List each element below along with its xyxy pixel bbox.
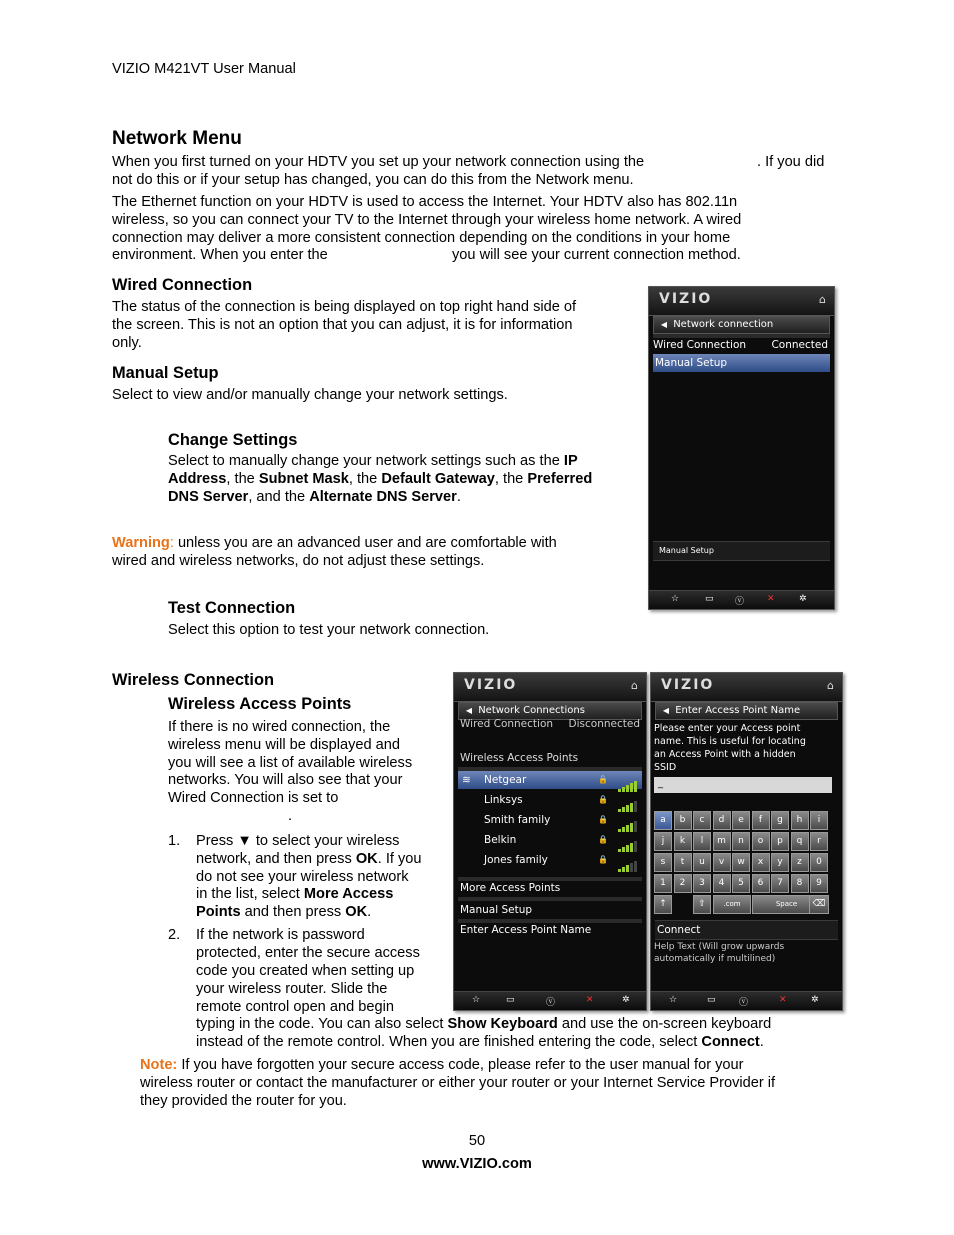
shift-icon[interactable]: ⇧ [693, 895, 711, 914]
lock-icon: 🔒 [598, 855, 608, 864]
tv-row-manual-setup[interactable]: Manual Setup [460, 904, 533, 916]
tv-row-manual-setup[interactable]: Manual Setup [653, 354, 830, 372]
manual-setup-text: Select to view and/or manually change your network settings. [112, 387, 508, 403]
note-l1: Note: If you have forgotten your secure access code, please refer to the user manual for your [140, 1057, 744, 1073]
step1-l3: do not see your wireless network [196, 869, 409, 885]
change-settings-l1: Select to manually change your network settings such as the IP [168, 453, 578, 469]
wireless-ap-title: Wireless Access Points [168, 695, 352, 713]
close-icon[interactable]: ✕ [586, 995, 594, 1005]
lock-icon: 🔒 [598, 835, 608, 844]
tv-help-text: Manual Setup [653, 541, 830, 561]
keyboard-key[interactable]: b [674, 811, 692, 830]
step2-l6: typing in the code. You can also select Show Keyboard and use the on-screen keyboard [196, 1016, 772, 1032]
step2-l5: remote control open and begin [196, 999, 394, 1015]
keyboard-key[interactable]: c [693, 811, 711, 830]
widget-icon[interactable]: ▭ [707, 995, 716, 1005]
widget-icon[interactable]: ▭ [705, 594, 714, 604]
wifi-icon: ≋ [462, 774, 471, 786]
tv-row-connect[interactable]: Connect [655, 920, 838, 940]
access-point-name: Smith family [484, 814, 551, 826]
access-point-item[interactable] [458, 791, 642, 809]
keyboard-key[interactable]: 4 [713, 874, 731, 893]
tv-row-wired-connection: Wired Connection Connected [653, 336, 830, 354]
keyboard-key[interactable]: g [771, 811, 789, 830]
access-point-item[interactable] [458, 831, 642, 849]
gear-icon[interactable]: ✲ [811, 995, 819, 1005]
step1-number: 1. [168, 833, 181, 849]
step2-l1: If the network is password [196, 927, 365, 943]
wireless-p1-l2: wireless menu will be displayed and [168, 737, 400, 753]
tv-menu-title[interactable]: ◀ Network Connections [458, 702, 642, 720]
intro-p2-l3: connection may deliver a more consistent connection depending on the conditions in your home [112, 230, 731, 246]
keyboard-key[interactable]: a [654, 811, 672, 830]
manual-header: VIZIO M421VT User Manual [112, 61, 296, 77]
intro-line-1: When you first turned on your HDTV you set up your network connection using the [112, 154, 645, 170]
keyboard-key[interactable]: 5 [732, 874, 750, 893]
keyboard-key[interactable]: t [674, 853, 692, 872]
wired-status-value: Disconnected [568, 718, 640, 730]
vizio-logo: VIZIO [659, 291, 713, 307]
keyboard-key[interactable]: p [771, 832, 789, 851]
note-l3: they provided the router for you. [140, 1093, 347, 1109]
keyboard-key[interactable]: k [674, 832, 692, 851]
back-arrow-icon[interactable]: ◀ [662, 706, 670, 715]
key-space[interactable]: Space [752, 895, 821, 914]
step2-l4: your wireless router. Slide the [196, 981, 388, 997]
keyboard-key[interactable]: o [752, 832, 770, 851]
v-button-icon[interactable]: ⓥ [546, 998, 556, 1008]
tv-instructions: Please enter your Access point name. This is useful for locating an Access Point with a hidden SSID [654, 723, 806, 773]
change-settings-l2: Address, the Subnet Mask, the Default Gateway, the Preferred [168, 471, 593, 487]
home-icon[interactable]: ⌂ [631, 679, 638, 692]
step1-l5: Points and then press OK. [196, 904, 372, 920]
access-point-name: Linksys [484, 794, 523, 806]
tv-footer-bar [454, 991, 646, 1010]
access-point-name: Jones family [484, 854, 548, 866]
tv-menu-title[interactable]: ◀ Enter Access Point Name [655, 702, 838, 720]
key-dotcom[interactable]: .com [713, 895, 751, 914]
close-icon[interactable]: ✕ [779, 995, 787, 1005]
wireless-p1-l1: If there is no wired connection, the [168, 719, 391, 735]
gear-icon[interactable]: ✲ [622, 995, 630, 1005]
tv-screenshot-network-connection [648, 286, 835, 610]
intro-line-1-end: . If you did [757, 154, 825, 170]
star-icon[interactable]: ☆ [671, 594, 680, 604]
tv-header [649, 287, 834, 316]
signal-strength-icon [618, 794, 638, 812]
intro-p2-l1: The Ethernet function on your HDTV is used to access the Internet. Your HDTV also has 802.11n [112, 194, 738, 210]
wired-text-2: the screen. This is not an option that you can adjust, it is for information [112, 317, 573, 333]
change-settings-title: Change Settings [168, 431, 298, 449]
warning-l1: Warning: unless you are an advanced user and are comfortable with [112, 535, 557, 551]
keyboard-key[interactable]: l [693, 832, 711, 851]
keyboard-key[interactable]: 2 [674, 874, 692, 893]
step2-l7: instead of the remote control. When you are finished entering the code, select Connect. [196, 1034, 764, 1050]
wired-text-1: The status of the connection is being displayed on top right hand side of [112, 299, 577, 315]
gear-icon[interactable]: ✲ [799, 594, 807, 604]
step1-l1: Press ▼ to select your wireless [196, 833, 400, 849]
keyboard-key[interactable]: 8 [791, 874, 809, 893]
back-arrow-icon[interactable]: ◀ [660, 320, 668, 329]
keyboard-key[interactable]: h [791, 811, 809, 830]
wireless-p1-l6: . [288, 808, 293, 824]
page-number: 50 [468, 1133, 486, 1149]
tv-menu-title[interactable]: ◀ Network connection [653, 316, 830, 334]
wired-title: Wired Connection [112, 276, 253, 294]
test-connection-title: Test Connection [168, 599, 296, 617]
signal-strength-icon [618, 814, 638, 832]
tv-screenshot-wireless-list [453, 672, 647, 1011]
step2-l3: code you created when setting up [196, 963, 415, 979]
signal-strength-icon [618, 854, 638, 872]
signal-strength-icon [618, 834, 638, 852]
access-point-item[interactable] [458, 851, 642, 869]
lock-icon: 🔒 [598, 775, 608, 784]
step2-number: 2. [168, 927, 181, 943]
wireless-title: Wireless Connection [112, 671, 274, 689]
tv-footer-bar [649, 590, 834, 609]
tv-screenshot-enter-ap-name [650, 672, 843, 1011]
vizio-logo: VIZIO [661, 677, 715, 693]
intro-line-2: not do this or if your setup has changed, you can do this from the Network menu. [112, 172, 634, 188]
keyboard-key[interactable]: d [713, 811, 731, 830]
keyboard-key[interactable]: n [732, 832, 750, 851]
keyboard-key[interactable]: e [732, 811, 750, 830]
keyboard-key[interactable]: 0 [810, 853, 828, 872]
backspace-icon[interactable]: ⌫ [809, 895, 829, 914]
connection-status: Connected [771, 339, 828, 351]
wireless-p1-l4: networks. You will also see that your [168, 772, 403, 788]
lock-icon: 🔒 [598, 815, 608, 824]
step1-l4: in the list, select More Access [196, 886, 394, 902]
v-button-icon[interactable]: ⓥ [735, 597, 745, 607]
access-point-name: Netgear [484, 774, 527, 786]
access-point-item[interactable] [458, 811, 642, 829]
lock-icon: 🔒 [598, 795, 608, 804]
home-icon[interactable]: ⌂ [827, 679, 834, 692]
keyboard-key[interactable]: i [810, 811, 828, 830]
tv-header [454, 673, 646, 702]
step2-l2: protected, enter the secure access [196, 945, 420, 961]
v-button-icon[interactable]: ⓥ [739, 998, 749, 1008]
close-icon[interactable]: ✕ [767, 594, 775, 604]
keyboard-key[interactable]: f [752, 811, 770, 830]
wireless-p1-l5: Wired Connection is set to [168, 790, 339, 806]
tv-row-more-access-points[interactable]: More Access Points [460, 882, 561, 894]
vizio-logo: VIZIO [464, 677, 518, 693]
tv-footer-bar [651, 991, 842, 1010]
signal-strength-icon [618, 774, 638, 792]
warning-l2: wired and wireless networks, do not adjust these settings. [112, 553, 485, 569]
keyboard-key[interactable]: y [771, 853, 789, 872]
tv-row-ap-label: Wireless Access Points [460, 752, 579, 764]
keyboard-key[interactable]: q [791, 832, 809, 851]
wireless-p1-l3: you will see a list of available wireless [168, 755, 413, 771]
step1-l2: network, and then press OK. If you [196, 851, 422, 867]
intro-p2-l4: environment. When you enter the [112, 247, 328, 263]
back-arrow-icon[interactable]: ◀ [465, 706, 473, 715]
keyboard-key[interactable]: 1 [654, 874, 672, 893]
key-up[interactable]: ↑ [654, 895, 672, 914]
keyboard-key[interactable]: x [752, 853, 770, 872]
keyboard-key[interactable]: u [693, 853, 711, 872]
wired-text-3: only. [112, 335, 142, 351]
intro-p2-l4-end: you will see your current connection method. [452, 247, 741, 263]
intro-p2-l2: wireless, so you can connect your TV to the Internet through your wireless home network. A wired [112, 212, 742, 228]
widget-icon[interactable]: ▭ [506, 995, 515, 1005]
keyboard-key[interactable]: 9 [810, 874, 828, 893]
keyboard-key[interactable]: w [732, 853, 750, 872]
keyboard-key[interactable]: r [810, 832, 828, 851]
change-settings-l3: DNS Server, and the Alternate DNS Server. [168, 489, 461, 505]
note-l2: wireless router or contact the manufacturer or either your router or your Internet Service Provider if [140, 1075, 776, 1091]
access-point-item[interactable] [458, 771, 642, 789]
footer-url: www.VIZIO.com [422, 1156, 532, 1172]
test-connection-text: Select this option to test your network connection. [168, 622, 490, 638]
keyboard-key[interactable]: 6 [752, 874, 770, 893]
manual-setup-title: Manual Setup [112, 364, 219, 382]
keyboard-key[interactable]: 7 [771, 874, 789, 893]
keyboard-key[interactable]: z [791, 853, 809, 872]
tv-row-enter-ap-name[interactable]: Enter Access Point Name [460, 924, 592, 936]
star-icon[interactable]: ☆ [472, 995, 481, 1005]
keyboard-key[interactable]: 3 [693, 874, 711, 893]
ap-name-input[interactable]: _ [654, 777, 832, 793]
star-icon[interactable]: ☆ [669, 995, 678, 1005]
home-icon[interactable]: ⌂ [819, 293, 826, 306]
tv-help-text: Help Text (Will grow upwards automatically if multilined) [654, 942, 785, 964]
tv-row-wired-status: Wired Connection Disconnected [458, 715, 642, 733]
keyboard-key[interactable]: s [654, 853, 672, 872]
access-point-name: Belkin [484, 834, 517, 846]
tv-header [651, 673, 842, 702]
keyboard-key[interactable]: j [654, 832, 672, 851]
keyboard-key[interactable]: v [713, 853, 731, 872]
keyboard-key[interactable]: m [713, 832, 731, 851]
section-title: Network Menu [112, 128, 242, 149]
